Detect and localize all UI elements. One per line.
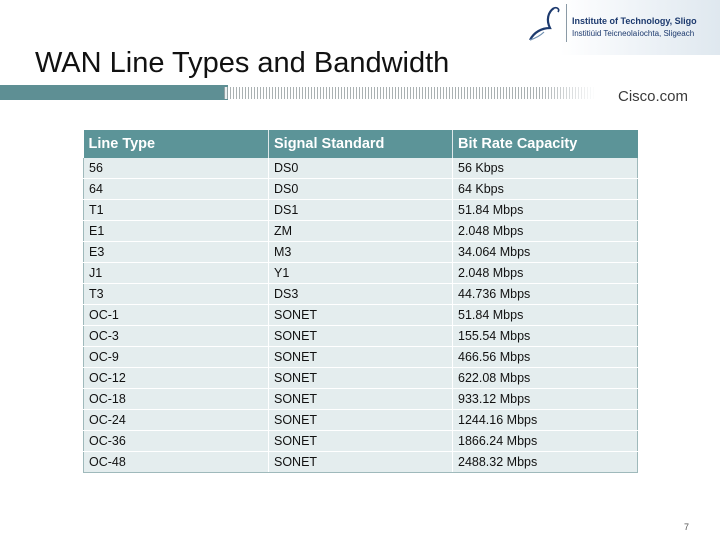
slide-title: WAN Line Types and Bandwidth bbox=[35, 47, 450, 79]
cell-signal-standard: DS0 bbox=[269, 179, 453, 200]
cell-bit-rate: 34.064 Mbps bbox=[453, 242, 638, 263]
table-row bbox=[84, 368, 638, 389]
cisco-logo: Cisco.com bbox=[618, 88, 689, 105]
cell-bit-rate: 56 Kbps bbox=[453, 158, 638, 179]
header-barcode-fade bbox=[540, 87, 596, 99]
table-row bbox=[84, 452, 638, 473]
cell-bit-rate: 1866.24 Mbps bbox=[453, 431, 638, 452]
cell-bit-rate: 155.54 Mbps bbox=[453, 326, 638, 347]
wan-line-types-table bbox=[83, 130, 637, 473]
header-accent-band bbox=[0, 85, 228, 100]
table-row bbox=[84, 389, 638, 410]
table-row bbox=[84, 179, 638, 200]
header-line-type: Line Type bbox=[84, 130, 269, 158]
cell-signal-standard: Y1 bbox=[269, 263, 453, 284]
cell-line-type: OC-1 bbox=[84, 305, 269, 326]
header-signal-standard: Signal Standard bbox=[269, 130, 453, 158]
institute-logo-background bbox=[560, 0, 720, 55]
bandwidth-table bbox=[83, 130, 638, 473]
cell-signal-standard: SONET bbox=[269, 389, 453, 410]
cell-line-type: OC-18 bbox=[84, 389, 269, 410]
cell-bit-rate: 2.048 Mbps bbox=[453, 221, 638, 242]
cell-line-type: 56 bbox=[84, 158, 269, 179]
table-row bbox=[84, 431, 638, 452]
cell-signal-standard: SONET bbox=[269, 326, 453, 347]
table-row bbox=[84, 200, 638, 221]
cell-line-type: OC-9 bbox=[84, 347, 269, 368]
table-row bbox=[84, 410, 638, 431]
table-row bbox=[84, 305, 638, 326]
cell-line-type: E3 bbox=[84, 242, 269, 263]
institute-divider bbox=[566, 4, 567, 42]
cell-signal-standard: SONET bbox=[269, 410, 453, 431]
cell-bit-rate: 64 Kbps bbox=[453, 179, 638, 200]
cell-signal-standard: M3 bbox=[269, 242, 453, 263]
page-number: 7 bbox=[684, 522, 690, 532]
cell-bit-rate: 51.84 Mbps bbox=[453, 305, 638, 326]
header-bit-rate-capacity: Bit Rate Capacity bbox=[453, 130, 638, 158]
cell-signal-standard: SONET bbox=[269, 452, 453, 473]
table-row bbox=[84, 263, 638, 284]
institute-name-irish: Institiúid Teicneolaíochta, Sligeach bbox=[572, 29, 695, 38]
cell-bit-rate: 51.84 Mbps bbox=[453, 200, 638, 221]
cell-bit-rate: 466.56 Mbps bbox=[453, 347, 638, 368]
cell-line-type: OC-12 bbox=[84, 368, 269, 389]
table-row bbox=[84, 284, 638, 305]
cell-bit-rate: 622.08 Mbps bbox=[453, 368, 638, 389]
cell-bit-rate: 933.12 Mbps bbox=[453, 389, 638, 410]
cell-signal-standard: SONET bbox=[269, 431, 453, 452]
cell-bit-rate: 1244.16 Mbps bbox=[453, 410, 638, 431]
cell-line-type: OC-24 bbox=[84, 410, 269, 431]
cell-line-type: OC-48 bbox=[84, 452, 269, 473]
cell-line-type: E1 bbox=[84, 221, 269, 242]
cell-line-type: T1 bbox=[84, 200, 269, 221]
table-row bbox=[84, 347, 638, 368]
cell-bit-rate: 44.736 Mbps bbox=[453, 284, 638, 305]
cell-bit-rate: 2488.32 Mbps bbox=[453, 452, 638, 473]
institute-name: Institute of Technology, Sligo bbox=[572, 16, 697, 26]
table-row bbox=[84, 326, 638, 347]
cell-signal-standard: DS0 bbox=[269, 158, 453, 179]
cell-line-type: OC-3 bbox=[84, 326, 269, 347]
table-row bbox=[84, 242, 638, 263]
cell-line-type: 64 bbox=[84, 179, 269, 200]
cell-signal-standard: SONET bbox=[269, 305, 453, 326]
cell-bit-rate: 2.048 Mbps bbox=[453, 263, 638, 284]
cell-signal-standard: ZM bbox=[269, 221, 453, 242]
table-row bbox=[84, 158, 638, 179]
cell-signal-standard: DS3 bbox=[269, 284, 453, 305]
cell-line-type: OC-36 bbox=[84, 431, 269, 452]
table-row bbox=[84, 221, 638, 242]
cell-line-type: T3 bbox=[84, 284, 269, 305]
table-header-row bbox=[84, 130, 638, 158]
cell-line-type: J1 bbox=[84, 263, 269, 284]
swan-emblem-icon bbox=[524, 2, 564, 48]
cell-signal-standard: DS1 bbox=[269, 200, 453, 221]
cell-signal-standard: SONET bbox=[269, 368, 453, 389]
cell-signal-standard: SONET bbox=[269, 347, 453, 368]
